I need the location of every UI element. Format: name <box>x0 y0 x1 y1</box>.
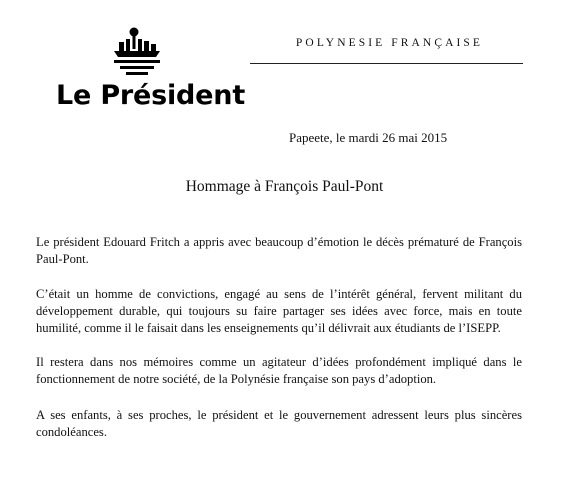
polynesia-emblem-icon <box>112 24 162 76</box>
president-title: Le Président <box>56 80 246 111</box>
paragraph: C’était un homme de convictions, engagé au sens de l’intérêt général, fervent militant du développement durable, qui toujours su faire partager ses idées avec force, mais en toute humilité, comme il le faisait dans les enseignements qu’il délivrait aux étudiants de l’ISEPP. <box>36 287 522 335</box>
header-divider <box>250 63 523 64</box>
paragraph: Il restera dans nos mémoires comme un agitateur d’idées profondément impliqué dans le fonctionnement de notre société, de la Polynésie française son pays d’adoption. <box>36 355 522 386</box>
paragraph: A ses enfants, à ses proches, le président et le gouvernement adressent leurs plus sincères condoléances. <box>36 408 522 439</box>
organization-name: POLYNESIE FRANÇAISE <box>295 37 484 49</box>
paragraph: Le président Edouard Fritch a appris avec beaucoup d’émotion le décès prématuré de François Paul-Pont. <box>36 235 522 266</box>
letter-body <box>36 234 522 459</box>
letterhead <box>250 36 523 64</box>
document-title: Hommage à François Paul-Pont <box>185 178 384 195</box>
date-line: Papeete, le mardi 26 mai 2015 <box>289 130 448 145</box>
